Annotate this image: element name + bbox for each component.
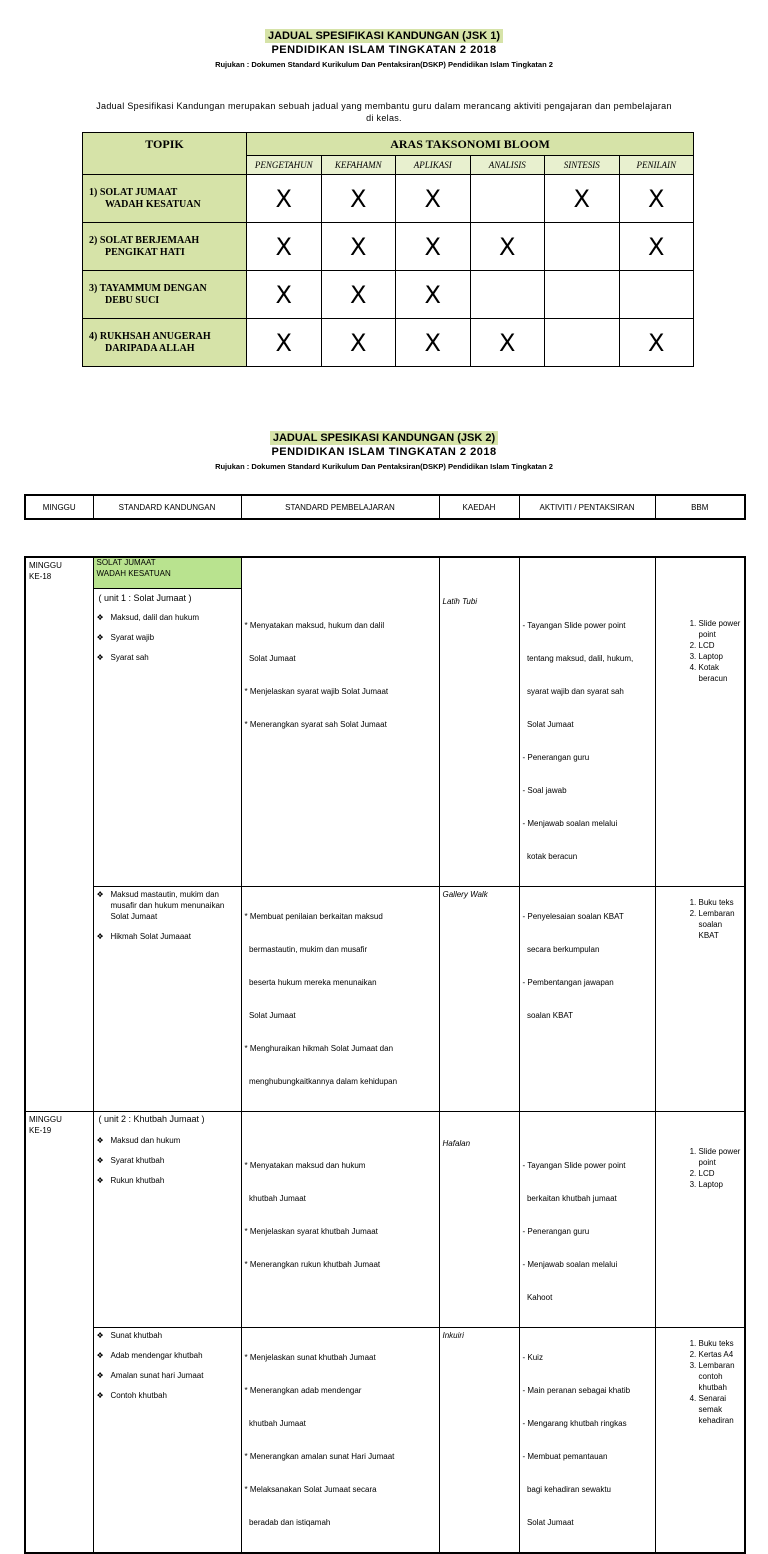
mark-cell: X — [396, 271, 471, 319]
jsk1-reference: Rujukan : Dokumen Standard Kurikulum Dan Pentaksiran(DSKP) Pendidikan Islam Tingkatan 2 — [215, 60, 553, 69]
topic-header: TOPIK — [83, 133, 247, 175]
bbm-cell — [655, 887, 745, 1112]
mark-cell: X — [396, 319, 471, 367]
unit-label: ( unit 1 : Solat Jumaat ) — [98, 593, 192, 603]
list-item: - Soal jawab — [522, 786, 567, 795]
kandungan-list — [97, 889, 238, 942]
table-row — [25, 557, 745, 887]
col-header: AKTIVITI / PENTAKSIRAN — [519, 495, 655, 519]
list-item: soalan KBAT — [522, 1011, 574, 1020]
bbm-list — [659, 1146, 742, 1190]
mark-cell: X — [545, 175, 620, 223]
week-number: KE-19 — [29, 1126, 52, 1135]
list-item: - Kuiz — [522, 1353, 543, 1362]
mark-cell — [470, 175, 545, 223]
mark-cell: X — [321, 223, 396, 271]
list-item: - Pembentangan jawapan — [522, 978, 614, 987]
kaedah-cell: Latih Tubi — [439, 557, 519, 887]
topic-line: 1) SOLAT JUMAAT — [89, 186, 178, 198]
col-header: MINGGU — [25, 495, 93, 519]
level-header: APLIKASI — [396, 156, 471, 175]
topic-line: WADAH KESATUAN — [96, 569, 171, 578]
list-item: - Main peranan sebagai khatib — [522, 1386, 631, 1395]
list-item: - Menjawab soalan melalui — [522, 819, 618, 828]
topic-cell — [83, 223, 247, 271]
list-item: 2. LCD — [699, 1168, 742, 1179]
mark-cell: X — [619, 319, 694, 367]
list-item: - Tayangan Slide power point — [522, 621, 626, 630]
kandungan-cell — [93, 557, 241, 887]
bbm-list — [659, 1338, 742, 1426]
week-label: MINGGU — [29, 561, 62, 570]
topic-cell — [83, 319, 247, 367]
list-item: bagi kehadiran sewaktu — [522, 1485, 611, 1494]
level-header: ANALISIS — [470, 156, 545, 175]
mark-cell — [619, 271, 694, 319]
jsk1-intro-line2: di kelas. — [366, 113, 402, 123]
jsk1-subtitle: PENDIDIKAN ISLAM TINGKATAN 2 2018 — [271, 44, 497, 56]
list-item: 3. Laptop — [699, 651, 742, 662]
list-item: 2. Kertas A4 — [699, 1349, 742, 1360]
jsk2-table — [24, 556, 746, 1554]
list-item: 3. Laptop — [699, 1179, 742, 1190]
jsk2-title-wrap — [0, 428, 768, 446]
list-item: * Menjelaskan sunat khutbah Jumaat — [244, 1353, 376, 1362]
kandungan-cell — [93, 887, 241, 1112]
bbm-cell — [655, 1328, 745, 1554]
list-item: beradab dan istiqamah — [244, 1518, 331, 1527]
list-item: 2. LCD — [699, 640, 742, 651]
list-item: - Membuat pemantauan — [522, 1452, 608, 1461]
pembelajaran-cell — [241, 887, 439, 1112]
list-item: Solat Jumaat — [522, 1518, 574, 1527]
list-item: * Menyatakan maksud, hukum dan dalil — [244, 621, 385, 630]
week-cell — [25, 1112, 93, 1554]
list-item: * Menerangkan syarat sah Solat Jumaat — [244, 720, 387, 729]
kandungan-cell — [93, 1112, 241, 1328]
list-item: * Menghuraikan hikmah Solat Jumaat dan — [244, 1044, 394, 1053]
aktiviti-cell — [519, 557, 655, 887]
pembelajaran-cell — [241, 1328, 439, 1554]
list-item: * Menerangkan adab mendengar — [244, 1386, 362, 1395]
mark-cell: X — [247, 175, 322, 223]
kaedah-cell: Hafalan — [439, 1112, 519, 1328]
unit-label: ( unit 2 : Khutbah Jumaat ) — [98, 1114, 205, 1124]
list-item: - Penerangan guru — [522, 1227, 590, 1236]
level-header: PENGETAHUN — [247, 156, 322, 175]
list-item: ❖ Sunat khutbah — [97, 1330, 238, 1341]
list-item: Solat Jumaat — [522, 720, 574, 729]
list-item: ❖ Adab mendengar khutbah — [97, 1350, 238, 1361]
kandungan-list — [97, 1135, 238, 1186]
topic-cell — [83, 271, 247, 319]
bbm-cell — [655, 557, 745, 887]
week-number: KE-18 — [29, 572, 52, 581]
mark-cell: X — [470, 223, 545, 271]
bbm-cell — [655, 1112, 745, 1328]
kaedah-cell: Gallery Walk — [439, 887, 519, 1112]
list-item: 4. Kotak beracun — [699, 662, 742, 684]
jsk1-title: JADUAL SPESIFIKASI KANDUNGAN (JSK 1) — [265, 29, 503, 43]
jsk1-intro — [0, 100, 768, 124]
list-item: * Menerangkan rukun khutbah Jumaat — [244, 1260, 381, 1269]
list-item: beserta hukum mereka menunaikan — [244, 978, 377, 987]
list-item: 4. Senarai semak kehadiran — [699, 1393, 742, 1426]
list-item: 3. Lembaran contoh khutbah — [699, 1360, 742, 1393]
list-item: ❖ Syarat sah — [97, 652, 238, 663]
list-item: - Menjawab soalan melalui — [522, 1260, 618, 1269]
week-label: MINGGU — [29, 1115, 62, 1124]
list-item: * Membuat penilaian berkaitan maksud — [244, 912, 383, 921]
table-row — [25, 1112, 745, 1328]
week-cell — [25, 557, 93, 1112]
aktiviti-cell — [519, 887, 655, 1112]
mark-cell: X — [470, 319, 545, 367]
topic-line: DEBU SUCI — [105, 294, 160, 306]
list-item: 1. Slide power point — [699, 1146, 742, 1168]
mark-cell — [545, 223, 620, 271]
list-item: ❖ Maksud mastautin, mukim dan musafir dan hukum menunaikan Solat Jumaat — [97, 889, 238, 922]
jsk2-title: JADUAL SPESIKASI KANDUNGAN (JSK 2) — [270, 431, 498, 445]
bloom-header: ARAS TAKSONOMI BLOOM — [247, 133, 694, 156]
list-item: 1. Buku teks — [699, 897, 742, 908]
bbm-list — [659, 897, 742, 941]
list-item: syarat wajib dan syarat sah — [522, 687, 624, 696]
list-item: ❖ Syarat khutbah — [97, 1155, 238, 1166]
mark-cell: X — [321, 319, 396, 367]
topic-row — [83, 271, 694, 319]
list-item: * Melaksanakan Solat Jumaat secara — [244, 1485, 377, 1494]
mark-cell: X — [247, 223, 322, 271]
kandungan-cell — [93, 1328, 241, 1554]
list-item: 2. Lembaran soalan KBAT — [699, 908, 742, 941]
list-item: - Mengarang khutbah ringkas — [522, 1419, 627, 1428]
list-item: berkaitan khutbah jumaat — [522, 1194, 617, 1203]
list-item: ❖ Maksud dan hukum — [97, 1135, 238, 1146]
topic-line: PENGIKAT HATI — [105, 246, 185, 258]
topic-line: WADAH KESATUAN — [105, 198, 201, 210]
list-item: * Menjelaskan syarat khutbah Jumaat — [244, 1227, 378, 1236]
topic-line: DARIPADA ALLAH — [105, 342, 195, 354]
bbm-list — [659, 618, 742, 684]
list-item: ❖ Contoh khutbah — [97, 1390, 238, 1401]
jsk2-reference: Rujukan : Dokumen Standard Kurikulum Dan Pentaksiran(DSKP) Pendidikan Islam Tingkatan 2 — [215, 462, 553, 471]
topic-line: SOLAT JUMAAT — [96, 558, 156, 567]
col-header: KAEDAH — [439, 495, 519, 519]
col-header: STANDARD PEMBELAJARAN — [241, 495, 439, 519]
topic-row — [83, 319, 694, 367]
topic-line: 3) TAYAMMUM DENGAN — [89, 282, 207, 294]
list-item: ❖ Amalan sunat hari Jumaat — [97, 1370, 238, 1381]
mark-cell — [470, 271, 545, 319]
col-header: BBM — [655, 495, 745, 519]
list-item: khutbah Jumaat — [244, 1419, 306, 1428]
list-item: * Menyatakan maksud dan hukum — [244, 1161, 366, 1170]
list-item: menghubungkaitkannya dalam kehidupan — [244, 1077, 398, 1086]
topic-highlight — [94, 556, 241, 589]
mark-cell: X — [619, 175, 694, 223]
topic-cell — [83, 175, 247, 223]
jsk1-intro-line1: Jadual Spesifikasi Kandungan merupakan sebuah jadual yang membantu guru dalam merancang aktiviti pengajaran dan pembelajaran — [96, 101, 672, 111]
mark-cell: X — [396, 175, 471, 223]
list-item: 1. Slide power point — [699, 618, 742, 640]
list-item: - Penyelesaian soalan KBAT — [522, 912, 624, 921]
topic-row — [83, 175, 694, 223]
list-item: 1. Buku teks — [699, 1338, 742, 1349]
aktiviti-cell — [519, 1112, 655, 1328]
aktiviti-cell — [519, 1328, 655, 1554]
mark-cell: X — [247, 319, 322, 367]
list-item: - Tayangan Slide power point — [522, 1161, 626, 1170]
mark-cell — [545, 319, 620, 367]
mark-cell: X — [619, 223, 694, 271]
list-item: ❖ Syarat wajib — [97, 632, 238, 643]
jsk2-header-table — [24, 494, 746, 520]
jsk1-title-wrap — [0, 26, 768, 44]
jsk2-subtitle: PENDIDIKAN ISLAM TINGKATAN 2 2018 — [271, 446, 497, 458]
table-row — [25, 1328, 745, 1554]
list-item: kotak beracun — [522, 852, 578, 861]
table-row — [25, 887, 745, 1112]
level-header: SINTESIS — [545, 156, 620, 175]
level-header: KEFAHAMN — [321, 156, 396, 175]
list-item: Solat Jumaat — [244, 1011, 296, 1020]
list-item: * Menerangkan amalan sunat Hari Jumaat — [244, 1452, 395, 1461]
list-item: * Menjelaskan syarat wajib Solat Jumaat — [244, 687, 389, 696]
topic-line: 4) RUKHSAH ANUGERAH — [89, 330, 211, 342]
list-item: khutbah Jumaat — [244, 1194, 306, 1203]
list-item: ❖ Maksud, dalil dan hukum — [97, 612, 238, 623]
level-header: PENILAIN — [619, 156, 694, 175]
list-item: bermastautin, mukim dan musafir — [244, 945, 368, 954]
topic-row — [83, 223, 694, 271]
kaedah-cell: Inkuiri — [439, 1328, 519, 1554]
mark-cell: X — [321, 175, 396, 223]
mark-cell: X — [321, 271, 396, 319]
kandungan-list — [97, 1330, 238, 1401]
mark-cell: X — [396, 223, 471, 271]
col-header: STANDARD KANDUNGAN — [93, 495, 241, 519]
list-item: ❖ Rukun khutbah — [97, 1175, 238, 1186]
list-item: - Penerangan guru — [522, 753, 590, 762]
list-item: tentang maksud, dalil, hukum, — [522, 654, 634, 663]
list-item: Solat Jumaat — [244, 654, 296, 663]
jsk1-table — [82, 132, 694, 367]
pembelajaran-cell — [241, 557, 439, 887]
pembelajaran-cell — [241, 1112, 439, 1328]
list-item: ❖ Hikmah Solat Jumaaat — [97, 931, 238, 942]
list-item: secara berkumpulan — [522, 945, 600, 954]
kandungan-list — [97, 612, 238, 663]
mark-cell — [545, 271, 620, 319]
topic-line: 2) SOLAT BERJEMAAH — [89, 234, 200, 246]
list-item: Kahoot — [522, 1293, 553, 1302]
mark-cell: X — [247, 271, 322, 319]
